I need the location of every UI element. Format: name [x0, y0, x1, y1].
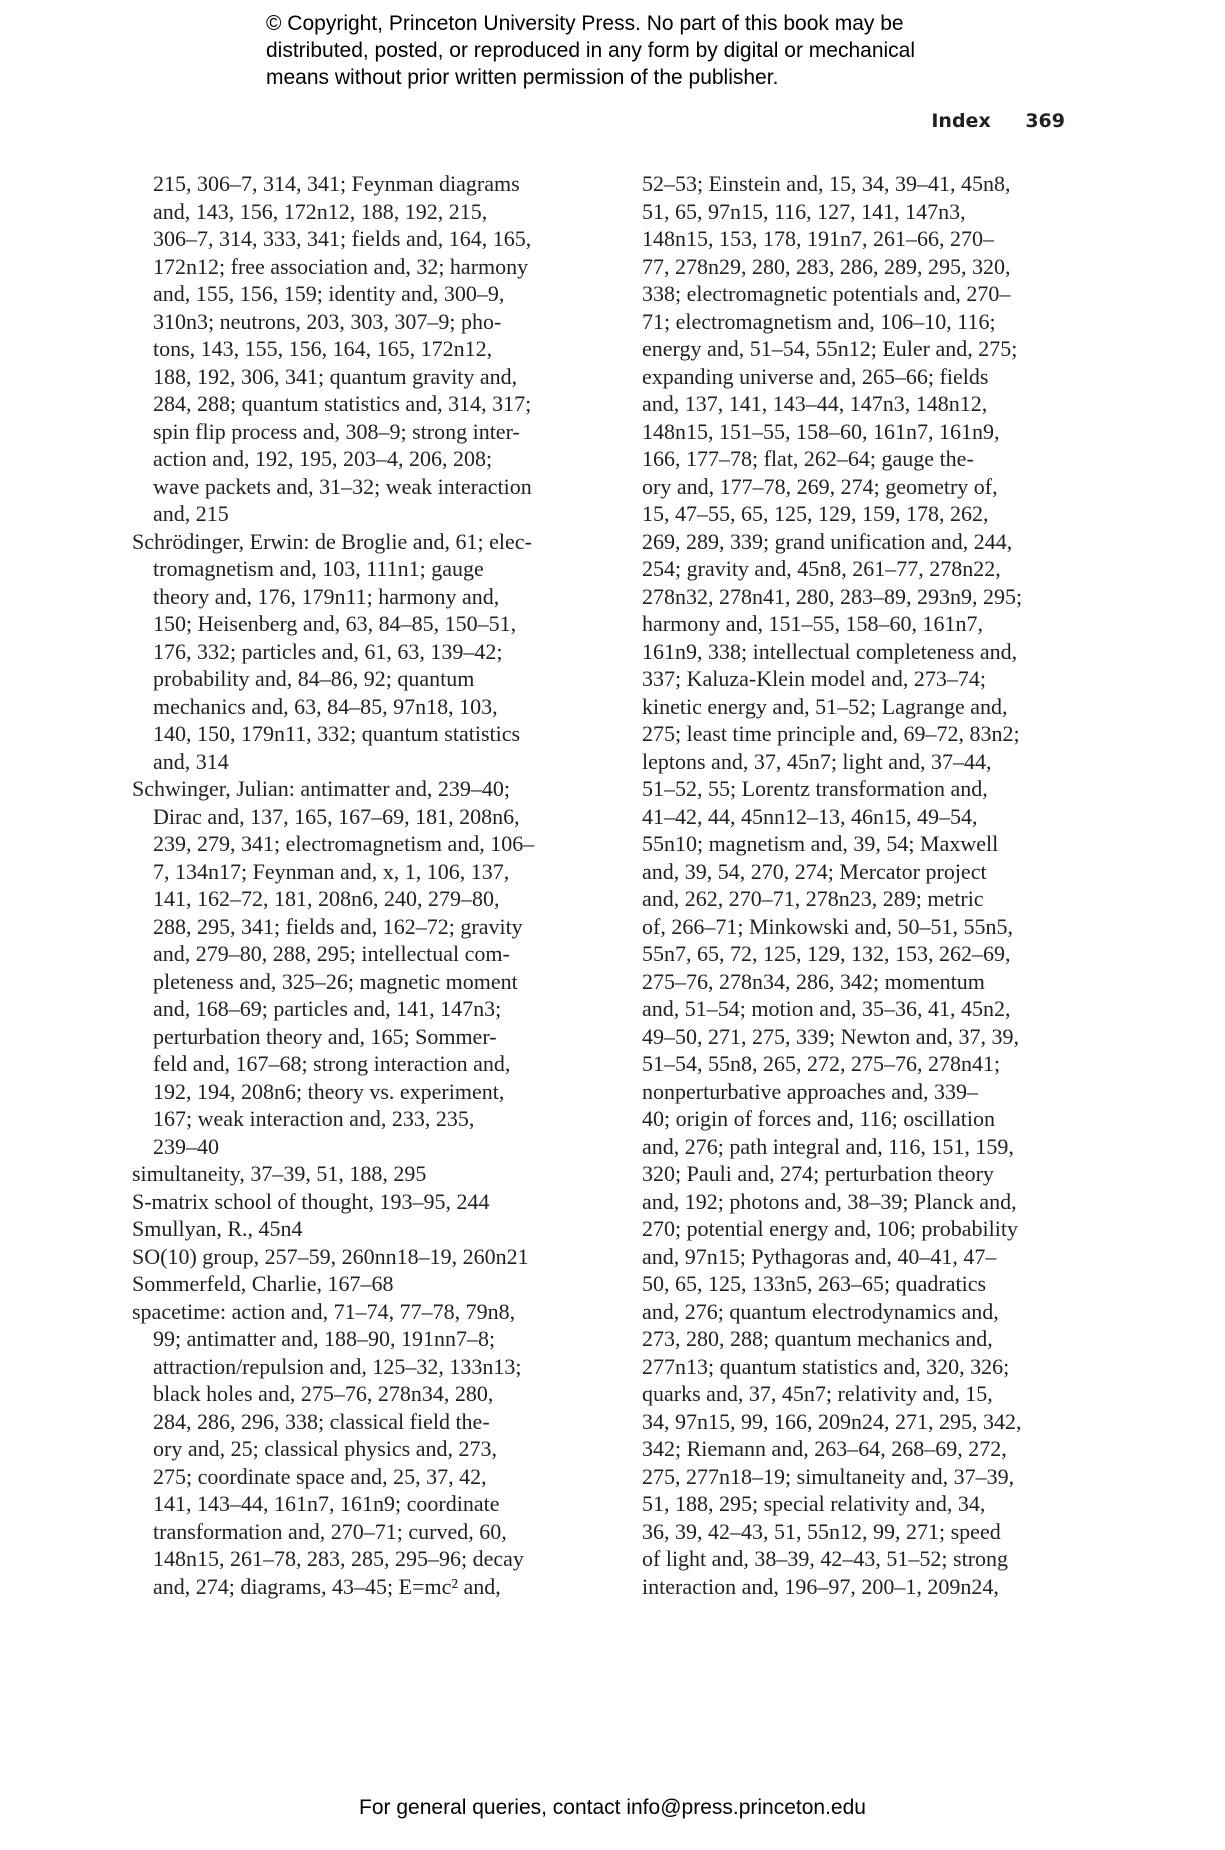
index-subentry-line: 141, 162–72, 181, 208n6, 240, 279–80,	[153, 886, 500, 911]
index-subentry-line: wave packets and, 31–32; weak interaction	[153, 473, 532, 499]
page-number: 369	[1025, 110, 1065, 132]
index-subentry-line: 51–54, 55n8, 265, 272, 275–76, 278n41;	[642, 1051, 1001, 1076]
index-subentry-line: attraction/repulsion and, 125–32, 133n13;	[153, 1353, 522, 1379]
index-subentry-line: and, 274; diagrams, 43–45; E=mc² and,	[153, 1573, 501, 1599]
index-subentry-line: expanding universe and, 265–66; fields	[642, 363, 989, 389]
index-subentry-line: 50, 65, 125, 133n5, 263–65; quadratics	[642, 1271, 987, 1296]
index-subentry-line: 192, 194, 208n6; theory vs. experiment,	[153, 1078, 505, 1104]
index-subentry-line: 55n7, 65, 72, 125, 129, 132, 153, 262–69,	[642, 941, 1011, 966]
index-subentry-line: and, 314	[153, 748, 229, 774]
index-subentry-line: and, 168–69; particles and, 141, 147n3;	[153, 996, 502, 1021]
index-subentry-line: 148n15, 153, 178, 191n7, 261–66, 270–	[642, 226, 994, 251]
index-subentry-line: black holes and, 275–76, 278n34, 280,	[153, 1381, 494, 1406]
index-subentry-line: and, 143, 156, 172n12, 188, 192, 215,	[153, 198, 488, 224]
index-entry-line: simultaneity, 37–39, 51, 188, 295	[132, 1161, 427, 1186]
index-subentry-line: 239–40	[153, 1133, 219, 1159]
index-entry-line: SO(10) group, 257–59, 260nn18–19, 260n21	[132, 1243, 529, 1269]
copyright-line: distributed, posted, or reproduced in any form by digital or mechanical	[266, 39, 916, 62]
index-entry-line: Schrödinger, Erwin: de Broglie and, 61; elec-	[132, 528, 532, 554]
index-subentry-line: ory and, 177–78, 269, 274; geometry of,	[642, 473, 998, 499]
index-subentry-line: action and, 192, 195, 203–4, 206, 208;	[153, 446, 493, 471]
index-subentry-line: 275; least time principle and, 69–72, 83n2;	[642, 721, 1020, 746]
index-entry-line: S-matrix school of thought, 193–95, 244	[132, 1188, 490, 1214]
index-subentry-line: energy and, 51–54, 55n12; Euler and, 275;	[642, 336, 1018, 361]
index-subentry-line: feld and, 167–68; strong interaction and,	[153, 1051, 511, 1076]
index-subentry-line: and, 51–54; motion and, 35–36, 41, 45n2,	[642, 996, 1011, 1021]
index-subentry-line: and, 97n15; Pythagoras and, 40–41, 47–	[642, 1243, 997, 1269]
index-subentry-line: ory and, 25; classical physics and, 273,	[153, 1436, 497, 1461]
index-subentry-line: and, 192; photons and, 38–39; Planck and,	[642, 1188, 1017, 1214]
index-subentry-line: 239, 279, 341; electromagnetism and, 106–	[153, 831, 535, 856]
index-subentry-line: 7, 134n17; Feynman and, x, 1, 106, 137,	[153, 858, 510, 884]
index-subentry-line: 49–50, 271, 275, 339; Newton and, 37, 39,	[642, 1023, 1020, 1049]
index-subentry-line: 161n9, 338; intellectual completeness and,	[642, 638, 1018, 664]
index-subentry-line: 51, 65, 97n15, 116, 127, 141, 147n3,	[642, 198, 966, 224]
index-subentry-line: 99; antimatter and, 188–90, 191nn7–8;	[153, 1326, 496, 1351]
index-subentry-line: 40; origin of forces and, 116; oscillation	[642, 1106, 995, 1131]
index-subentry-line: 15, 47–55, 65, 125, 129, 159, 178, 262,	[642, 501, 989, 526]
index-subentry-line: 254; gravity and, 45n8, 261–77, 278n22,	[642, 556, 1001, 581]
index-subentry-line: and, 39, 54, 270, 274; Mercator project	[642, 858, 987, 884]
index-subentry-line: transformation and, 270–71; curved, 60,	[153, 1518, 507, 1544]
index-subentry-line: 284, 286, 296, 338; classical field the-	[153, 1408, 490, 1434]
index-subentry-line: and, 276; path integral and, 116, 151, 159,	[642, 1133, 1014, 1159]
index-subentry-line: 167; weak interaction and, 233, 235,	[153, 1106, 475, 1131]
index-subentry-line: kinetic energy and, 51–52; Lagrange and,	[642, 693, 1008, 719]
index-subentry-line: 284, 288; quantum statistics and, 314, 317;	[153, 391, 532, 416]
index-subentry-line: 342; Riemann and, 263–64, 268–69, 272,	[642, 1436, 1007, 1461]
index-subentry-line: 288, 295, 341; fields and, 162–72; gravity	[153, 913, 523, 939]
index-subentry-line: 337; Kaluza-Klein model and, 273–74;	[642, 666, 986, 691]
index-subentry-line: 275–76, 278n34, 286, 342; momentum	[642, 968, 985, 994]
index-column-right	[642, 170, 1072, 1600]
index-subentry-line: and, 155, 156, 159; identity and, 300–9,	[153, 281, 505, 306]
index-subentry-line: 172n12; free association and, 32; harmony	[153, 253, 529, 279]
copyright-line: means without prior written permission of the publisher.	[266, 66, 779, 89]
index-subentry-line: and, 137, 141, 143–44, 147n3, 148n12,	[642, 391, 988, 416]
index-entry-line: Schwinger, Julian: antimatter and, 239–40;	[132, 776, 510, 801]
index-subentry-line: 148n15, 261–78, 283, 285, 295–96; decay	[153, 1546, 524, 1571]
copyright-notice	[266, 10, 1026, 91]
index-subentry-line: 141, 143–44, 161n7, 161n9; coordinate	[153, 1491, 500, 1516]
index-subentry-line: 36, 39, 42–43, 51, 55n12, 99, 271; speed	[642, 1518, 1001, 1544]
index-subentry-line: mechanics and, 63, 84–85, 97n18, 103,	[153, 693, 498, 719]
index-subentry-line: interaction and, 196–97, 200–1, 209n24,	[642, 1573, 999, 1599]
index-subentry-line: 320; Pauli and, 274; perturbation theory	[642, 1161, 994, 1186]
index-entry-line: spacetime: action and, 71–74, 77–78, 79n8,	[132, 1298, 516, 1324]
index-subentry-line: 310n3; neutrons, 203, 303, 307–9; pho-	[153, 308, 502, 334]
index-subentry-line: quarks and, 37, 45n7; relativity and, 15,	[642, 1381, 993, 1406]
section-title: Index	[931, 110, 991, 132]
index-subentry-line: perturbation theory and, 165; Sommer-	[153, 1023, 497, 1049]
index-subentry-line: 275; coordinate space and, 25, 37, 42,	[153, 1463, 487, 1489]
index-entry-line: Sommerfeld, Charlie, 167–68	[132, 1271, 394, 1296]
index-subentry-line: 277n13; quantum statistics and, 320, 326;	[642, 1353, 1010, 1379]
index-subentry-line: 51–52, 55; Lorentz transformation and,	[642, 776, 988, 801]
index-subentry-line: pleteness and, 325–26; magnetic moment	[153, 968, 518, 994]
index-subentry-line: tons, 143, 155, 156, 164, 165, 172n12,	[153, 336, 493, 361]
index-subentry-line: of light and, 38–39, 42–43, 51–52; strong	[642, 1546, 1009, 1571]
index-subentry-line: tromagnetism and, 103, 111n1; gauge	[153, 556, 484, 581]
index-subentry-line: and, 279–80, 288, 295; intellectual com-	[153, 941, 510, 966]
index-column-left	[132, 170, 580, 1600]
copyright-line: © Copyright, Princeton University Press. No part of this book may be	[266, 12, 904, 35]
index-subentry-line: 150; Heisenberg and, 63, 84–85, 150–51,	[153, 611, 517, 636]
index-subentry-line: harmony and, 151–55, 158–60, 161n7,	[642, 611, 983, 636]
running-head	[931, 110, 1065, 132]
index-subentry-line: 55n10; magnetism and, 39, 54; Maxwell	[642, 831, 999, 856]
index-subentry-line: 41–42, 44, 45nn12–13, 46n15, 49–54,	[642, 803, 978, 829]
index-subentry-line: 278n32, 278n41, 280, 283–89, 293n9, 295;	[642, 583, 1023, 609]
index-subentry-line: 275, 277n18–19; simultaneity and, 37–39,	[642, 1463, 1015, 1489]
index-subentry-line: and, 262, 270–71, 278n23, 289; metric	[642, 886, 984, 911]
index-subentry-line: 270; potential energy and, 106; probability	[642, 1216, 1018, 1241]
index-subentry-line: 34, 97n15, 99, 166, 209n24, 271, 295, 342,	[642, 1408, 1022, 1434]
index-entry-line: Smullyan, R., 45n4	[132, 1216, 303, 1241]
index-subentry-line: 166, 177–78; flat, 262–64; gauge the-	[642, 446, 974, 471]
index-subentry-line: 306–7, 314, 333, 341; fields and, 164, 165,	[153, 226, 532, 251]
index-subentry-line: 71; electromagnetism and, 106–10, 116;	[642, 308, 996, 334]
index-subentry-line: 140, 150, 179n11, 332; quantum statistics	[153, 721, 521, 746]
index-subentry-line: 176, 332; particles and, 61, 63, 139–42;	[153, 638, 503, 664]
footer-contact: For general queries, contact info@press.princeton.edu	[359, 1796, 866, 1819]
index-subentry-line: 148n15, 151–55, 158–60, 161n7, 161n9,	[642, 418, 1000, 444]
index-subentry-line: theory and, 176, 179n11; harmony and,	[153, 583, 500, 609]
index-subentry-line: 52–53; Einstein and, 15, 34, 39–41, 45n8,	[642, 171, 1011, 196]
index-subentry-line: nonperturbative approaches and, 339–	[642, 1078, 978, 1104]
index-subentry-line: 215, 306–7, 314, 341; Feynman diagrams	[153, 171, 520, 196]
index-subentry-line: probability and, 84–86, 92; quantum	[153, 666, 475, 691]
index-subentry-line: leptons and, 37, 45n7; light and, 37–44,	[642, 748, 992, 774]
index-subentry-line: and, 215	[153, 501, 229, 526]
index-subentry-line: 273, 280, 288; quantum mechanics and,	[642, 1326, 993, 1351]
index-subentry-line: 338; electromagnetic potentials and, 270–	[642, 281, 1011, 306]
index-subentry-line: and, 276; quantum electrodynamics and,	[642, 1298, 999, 1324]
index-subentry-line: of, 266–71; Minkowski and, 50–51, 55n5,	[642, 913, 1013, 939]
index-subentry-line: 51, 188, 295; special relativity and, 34,	[642, 1491, 986, 1516]
index-subentry-line: spin flip process and, 308–9; strong inter-	[153, 418, 520, 444]
index-subentry-line: 77, 278n29, 280, 283, 286, 289, 295, 320,	[642, 253, 1011, 279]
index-subentry-line: 269, 289, 339; grand unification and, 244,	[642, 528, 1013, 554]
index-subentry-line: 188, 192, 306, 341; quantum gravity and,	[153, 363, 518, 389]
index-subentry-line: Dirac and, 137, 165, 167–69, 181, 208n6,	[153, 803, 520, 829]
